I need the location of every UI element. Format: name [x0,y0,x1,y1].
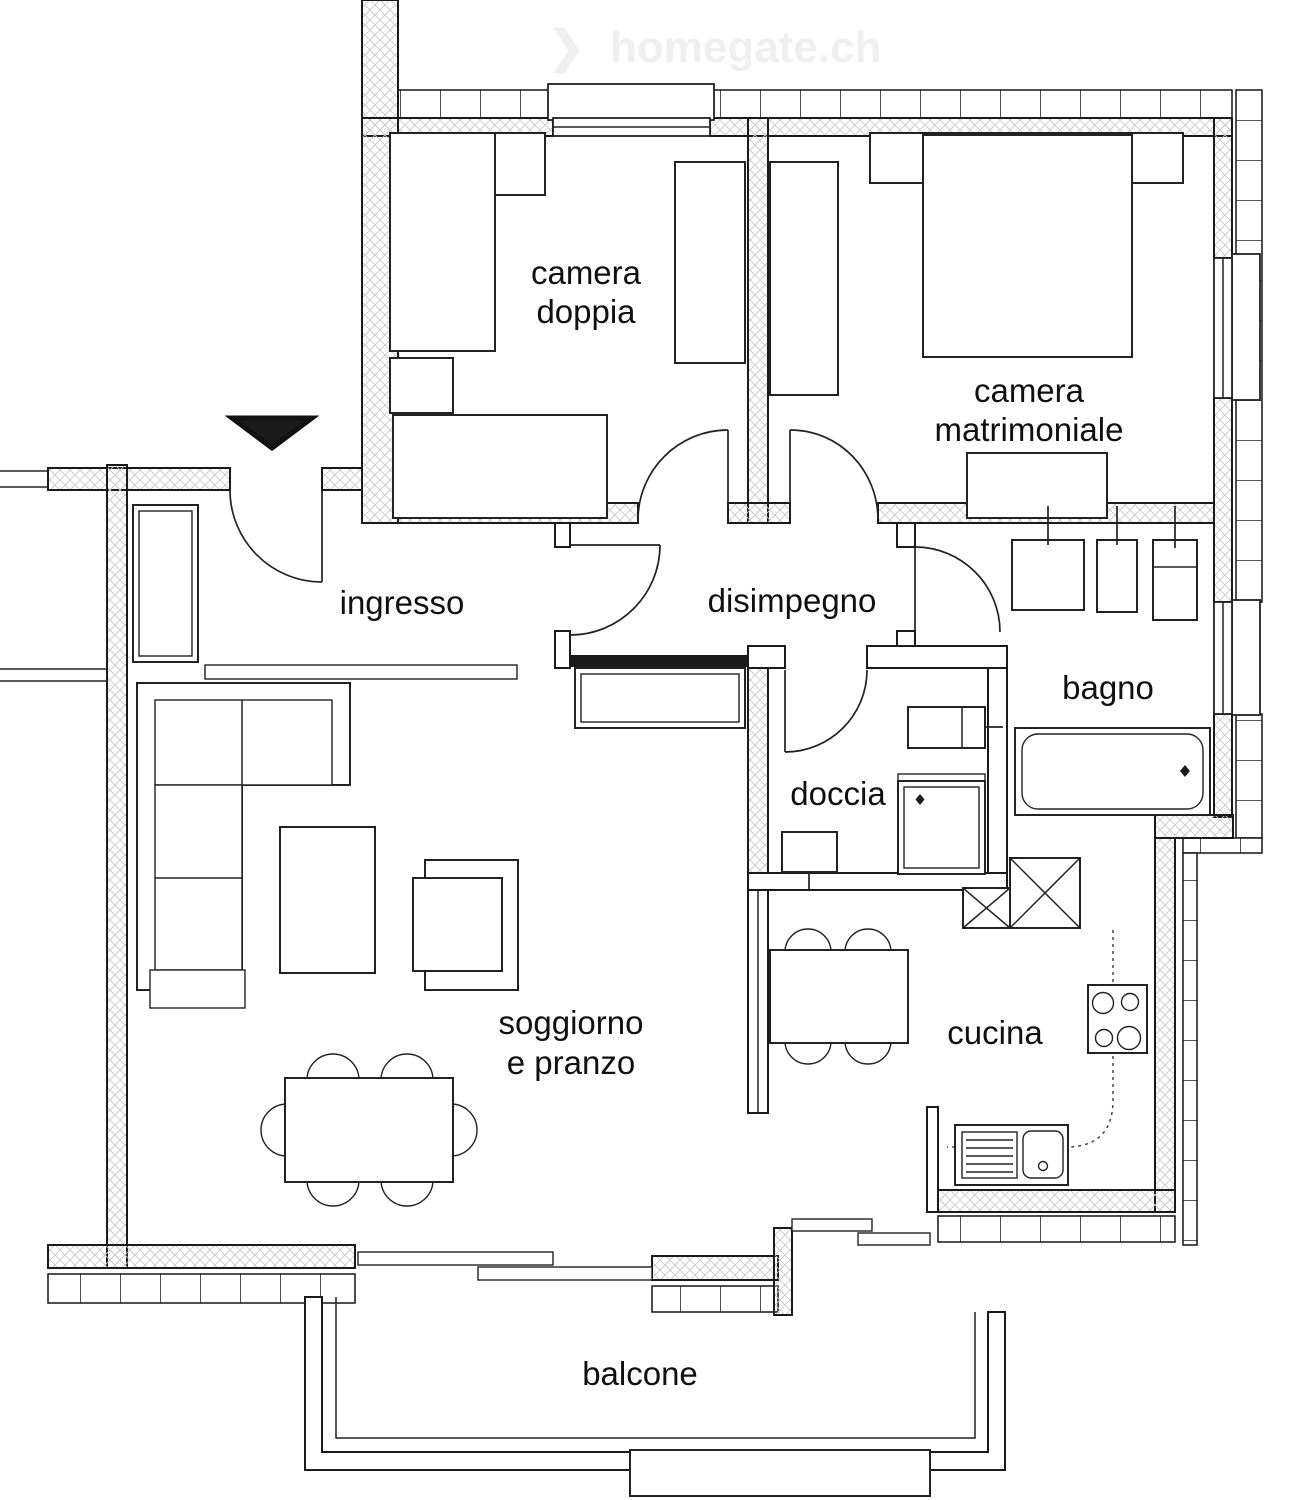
fixtures-bagno [1012,506,1210,815]
toilet [1097,540,1137,612]
chair [845,1041,891,1064]
wardrobe [770,162,838,395]
wall-disimpegno-south [570,655,748,667]
label-doccia: doccia [790,775,886,812]
wall-west [107,465,127,1268]
bathtub [1015,728,1210,815]
wall-doccia-east [988,668,1007,890]
armchair [413,860,518,990]
entrance-arrow-icon [232,418,312,448]
label-camera-matrimoniale-2: matrimoniale [934,411,1124,448]
label-camera-doppia-2: doppia [536,293,636,330]
wall-disimpegno-east-upper [897,523,915,547]
railing-pier [652,1286,778,1312]
wall-cucina-west-stub [927,1107,938,1212]
window-camera-doppia [548,84,714,136]
chair [785,1041,831,1064]
dining-table-group [261,1054,477,1206]
wall-east-upper [1214,118,1232,258]
wall-doccia-north-left [748,646,785,668]
watermark-logo-icon: ❯ [548,23,585,72]
railing-top [398,90,1232,118]
chair [390,358,453,413]
double-bed [923,135,1132,357]
chair [785,929,831,952]
washbasin [1012,540,1084,610]
balcony [305,1297,1005,1496]
label-bagno: bagno [1062,669,1154,706]
sliding-door-cucina-balcone [792,1219,930,1245]
label-soggiorno-2: e pranzo [506,1044,636,1081]
label-disimpegno: disimpegno [707,582,877,619]
wall-east-mid [1214,398,1232,602]
wall-cucina-east [1155,838,1175,1212]
door-camera-matrimoniale [790,430,878,520]
watermark [548,23,881,74]
wall-ingresso-north-left [48,468,230,490]
shower-tray [898,774,985,874]
chair [261,1104,287,1156]
hob [1088,985,1147,1053]
entrance-door [230,418,322,582]
coffee-table [280,827,375,973]
single-bed [390,133,495,351]
chair [381,1180,433,1206]
chair [307,1054,359,1080]
door-disimpegno [570,545,660,635]
wardrobe [675,162,745,363]
wall-cucina-south [930,1190,1175,1212]
wall-disimpegno-west-lower [555,631,570,668]
furniture-camera-matrimoniale [770,133,1183,518]
sideboard [205,665,517,679]
chair [381,1054,433,1080]
nightstand [495,133,545,195]
wall-east-bagno [1214,714,1232,817]
window-bagno [1214,600,1260,715]
wall-soggiorno-south [48,1245,355,1268]
dresser [967,453,1107,518]
railing-bagno-south [1183,838,1262,853]
chair [307,1180,359,1206]
wall-bagno-south [1155,815,1233,838]
railing-cucina-south [938,1216,1175,1242]
sliding-door-soggiorno-balcone [358,1252,652,1280]
door-camera-doppia [638,430,728,520]
label-camera-matrimoniale-1: camera [973,372,1085,409]
label-ingresso: ingresso [339,584,465,621]
label-balcone: balcone [582,1355,698,1392]
bidet [1153,540,1197,620]
label-cucina: cucina [947,1014,1043,1051]
label-soggiorno-1: soggiorno [498,1004,644,1041]
wall-disimpegno-west-upper [555,523,570,547]
watermark-text: homegate.ch [610,23,882,72]
door-doccia [785,670,867,752]
desk [393,415,607,518]
wall-bottom-stub [774,1228,792,1315]
closet-disimpegno [575,668,745,728]
window-camera-matrimoniale [1214,254,1260,400]
wall-spine [748,668,768,890]
door-bagno [915,547,1000,632]
kitchen-table-group [770,929,908,1064]
wall-doccia-north-right [867,646,1007,668]
railing-cucina-east [1183,853,1197,1245]
wall-top-stub [362,0,398,118]
wall-bedroom-partition [748,118,768,523]
balcony-step [630,1450,930,1496]
kitchen-table [770,950,908,1043]
wall-pier [652,1256,778,1280]
wall-doppia-south-right [728,503,790,523]
closet-ingresso [133,505,198,662]
label-camera-doppia-1: camera [530,254,642,291]
kitchen-sink [955,1125,1068,1185]
chair [845,929,891,952]
railing-right-lower [1236,714,1262,838]
dining-table [285,1078,453,1182]
chair [451,1104,477,1156]
wall-ingresso-north-right [322,468,362,490]
